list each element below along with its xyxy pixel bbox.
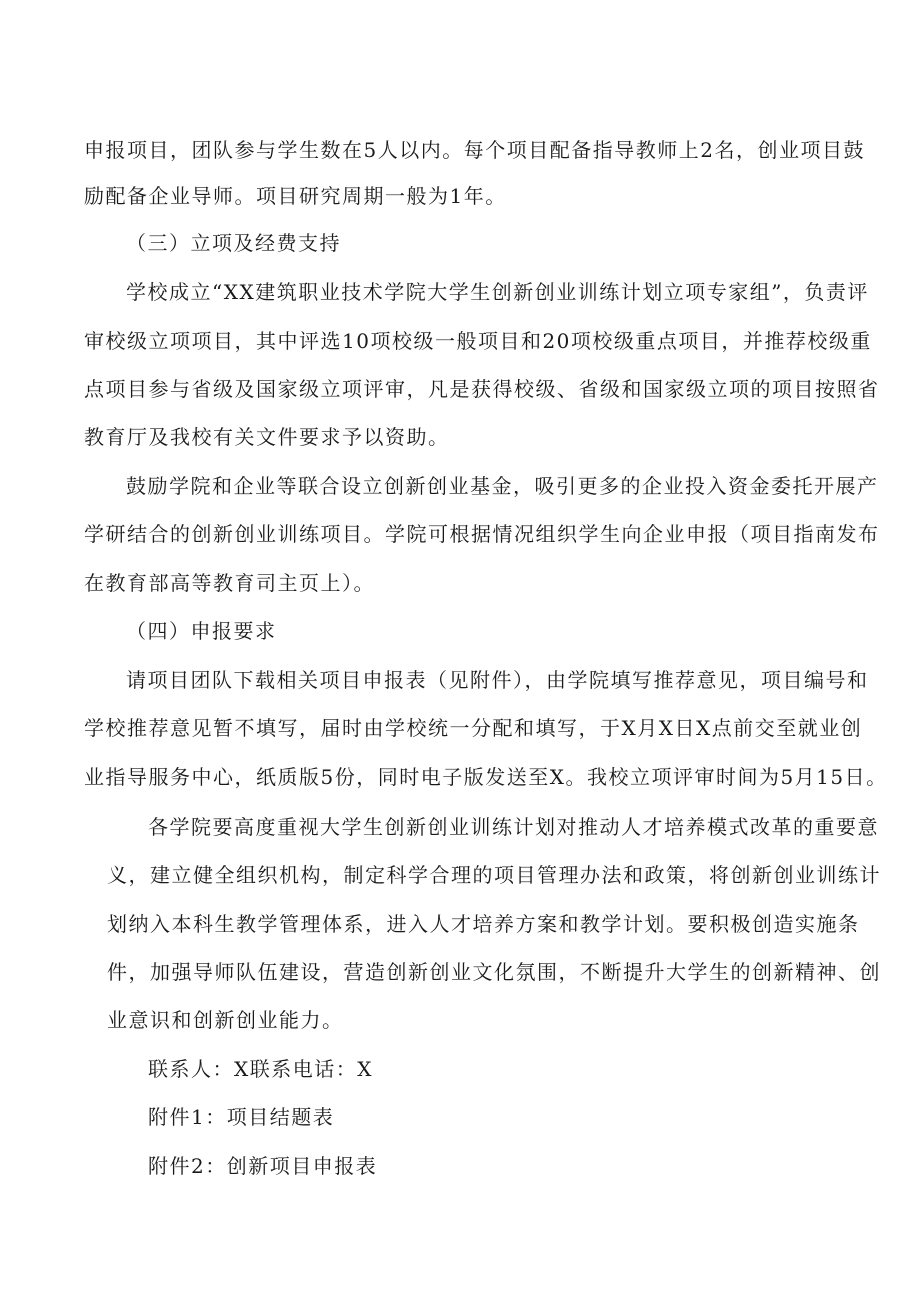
paragraph-line: 教育厅及我校有关文件要求予以资助。 <box>84 425 450 449</box>
paragraph-line: 审校级立项项目，其中评选10项校级一般项目和20项校级重点项目，并推荐校级重 <box>84 329 872 353</box>
paragraph-line: 学校成立“XX建筑职业技术学院大学生创新创业训练计划立项专家组”，负责评 <box>126 280 869 304</box>
paragraph-line: 学校推荐意见暂不填写，届时由学校统一分配和填写，于X月X日X点前交至就业创 <box>84 716 863 740</box>
contact-line: 联系人：X联系电话：X <box>148 1057 373 1081</box>
section-heading: （三）立项及经费支持 <box>126 231 341 255</box>
paragraph-line: 励配备企业导师。项目研究周期一般为1年。 <box>84 184 507 208</box>
paragraph-line: 申报项目，团队参与学生数在5人以内。每个项目配备指导教师上2名，创业项目鼓 <box>84 138 865 162</box>
paragraph-line: 件，加强导师队伍建设，营造创新创业文化氛围，不断提升大学生的创新精神、创 <box>107 960 881 984</box>
paragraph-line: 在教育部高等教育司主页上）。 <box>84 571 375 595</box>
paragraph-line: 各学院要高度重视大学生创新创业训练计划对推动人才培养模式改革的重要意 <box>148 815 879 839</box>
paragraph-line: 鼓励学院和企业等联合设立创新创业基金，吸引更多的企业投入资金委托开展产 <box>126 474 879 498</box>
paragraph-line: 义，建立健全组织机构，制定科学合理的项目管理办法和政策，将创新创业训练计 <box>107 863 881 887</box>
attachment-line: 附件1：项目结题表 <box>148 1105 335 1129</box>
attachment-line: 附件2：创新项目申报表 <box>148 1154 378 1178</box>
paragraph-line: 业意识和创新创业能力。 <box>107 1008 344 1032</box>
paragraph-line: 划纳入本科生教学管理体系，进入人才培养方案和教学计划。要积极创造实施条 <box>107 912 860 936</box>
paragraph-line: 业指导服务中心，纸质版5份，同时电子版发送至X。我校立项评审时间为5月15日。 <box>84 765 888 789</box>
paragraph-line: 学研结合的创新创业训练项目。学院可根据情况组织学生向企业申报（项目指南发布 <box>84 522 880 546</box>
paragraph-line: 请项目团队下载相关项目申报表（见附件），由学院填写推荐意见，项目编号和 <box>126 668 869 692</box>
paragraph-line: 点项目参与省级及国家级立项评审，凡是获得校级、省级和国家级立项的项目按照省 <box>84 377 880 401</box>
section-heading: （四）申报要求 <box>126 619 277 643</box>
